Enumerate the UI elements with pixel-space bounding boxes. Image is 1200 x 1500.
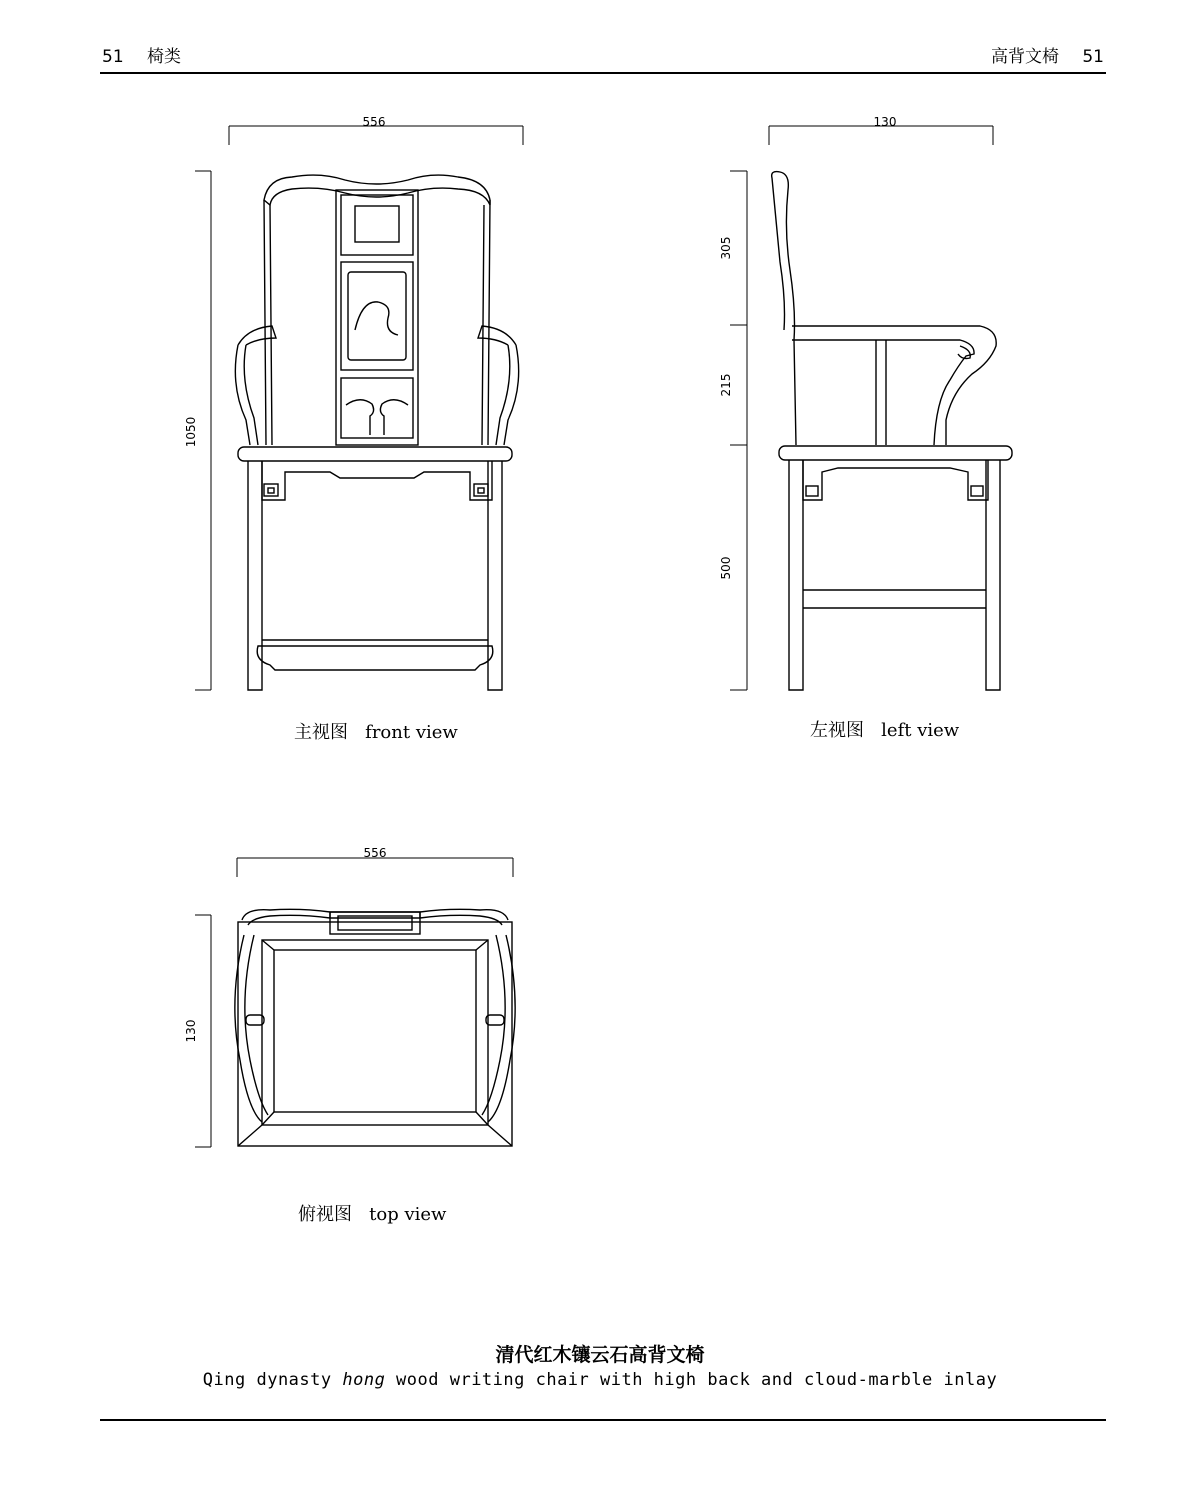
top-depth-label: 130 — [184, 1019, 198, 1043]
left-stretcher — [803, 590, 986, 608]
top-splat — [330, 912, 420, 934]
front-back-post-right — [482, 200, 490, 445]
subsection-name: 高背文椅 — [990, 47, 1059, 67]
title-en-after: wood writing chair with high back and cloud-marble inlay — [385, 1370, 998, 1390]
front-marble-cloud-pattern — [355, 302, 398, 335]
top-view — [184, 846, 515, 1147]
left-dim-middle-label: 215 — [719, 373, 733, 397]
top-arm-left — [235, 935, 268, 1122]
left-arm-support — [876, 340, 886, 445]
front-back-post-left — [264, 200, 272, 445]
title-en-italic: hong — [342, 1370, 386, 1390]
left-leg-front — [789, 460, 803, 690]
title-en-before: Qing dynasty — [202, 1370, 343, 1390]
left-view — [719, 115, 1012, 690]
front-splat-ruyi-carving — [346, 400, 408, 435]
left-arm-scroll — [958, 346, 970, 359]
left-apron — [803, 460, 988, 500]
front-splat-lower-panel — [341, 378, 413, 438]
left-view-caption: 左视图 left view — [810, 720, 960, 741]
front-splat-marble-inlay — [348, 272, 406, 360]
top-width-dimension — [237, 858, 513, 877]
front-splat-middle-panel — [341, 262, 413, 370]
top-arm-post-right — [486, 1015, 504, 1025]
front-width-label: 556 — [362, 115, 386, 129]
left-fret-back — [971, 486, 983, 496]
front-leg-right — [488, 461, 502, 690]
front-splat-upper-inlay — [355, 206, 399, 242]
footer-rule — [100, 1419, 1106, 1421]
page-number-right: 51 — [1082, 47, 1104, 67]
top-seat-panel — [274, 950, 476, 1112]
left-fret-front — [806, 486, 818, 496]
left-arm — [792, 326, 996, 445]
front-view — [184, 115, 523, 690]
left-seat-frame — [779, 446, 1012, 460]
figure-title-en — [0, 1370, 1200, 1390]
section-name: 椅类 — [147, 47, 182, 67]
front-apron — [262, 461, 492, 500]
front-fret-left — [264, 484, 278, 496]
top-frame-miters — [238, 940, 512, 1146]
front-view-caption: 主视图 front view — [294, 722, 458, 743]
figure-title-zh: 清代红木镶云石高背文椅 — [495, 1344, 705, 1366]
front-footrest — [257, 640, 493, 670]
top-seat-frame — [262, 940, 488, 1125]
left-width-label: 130 — [873, 115, 897, 129]
top-arm-right — [482, 935, 515, 1122]
front-arm-right — [478, 326, 519, 445]
left-dim-lower-label: 500 — [719, 556, 733, 580]
left-dim-upper-label: 305 — [719, 236, 733, 260]
front-fret-right-inner — [478, 488, 484, 493]
front-splat-upper-panel — [341, 195, 413, 255]
top-view-caption: 俯视图 top view — [298, 1204, 447, 1225]
front-seat-frame — [238, 447, 512, 461]
top-arm-post-left — [246, 1015, 264, 1025]
front-fret-left-inner — [268, 488, 274, 493]
front-leg-left — [248, 461, 262, 690]
front-height-label: 1050 — [184, 416, 198, 448]
top-width-label: 556 — [363, 846, 387, 860]
front-arm-left — [235, 326, 276, 445]
page-number-left: 51 — [102, 47, 124, 67]
front-fret-right — [474, 484, 488, 496]
left-back-post — [772, 172, 796, 445]
